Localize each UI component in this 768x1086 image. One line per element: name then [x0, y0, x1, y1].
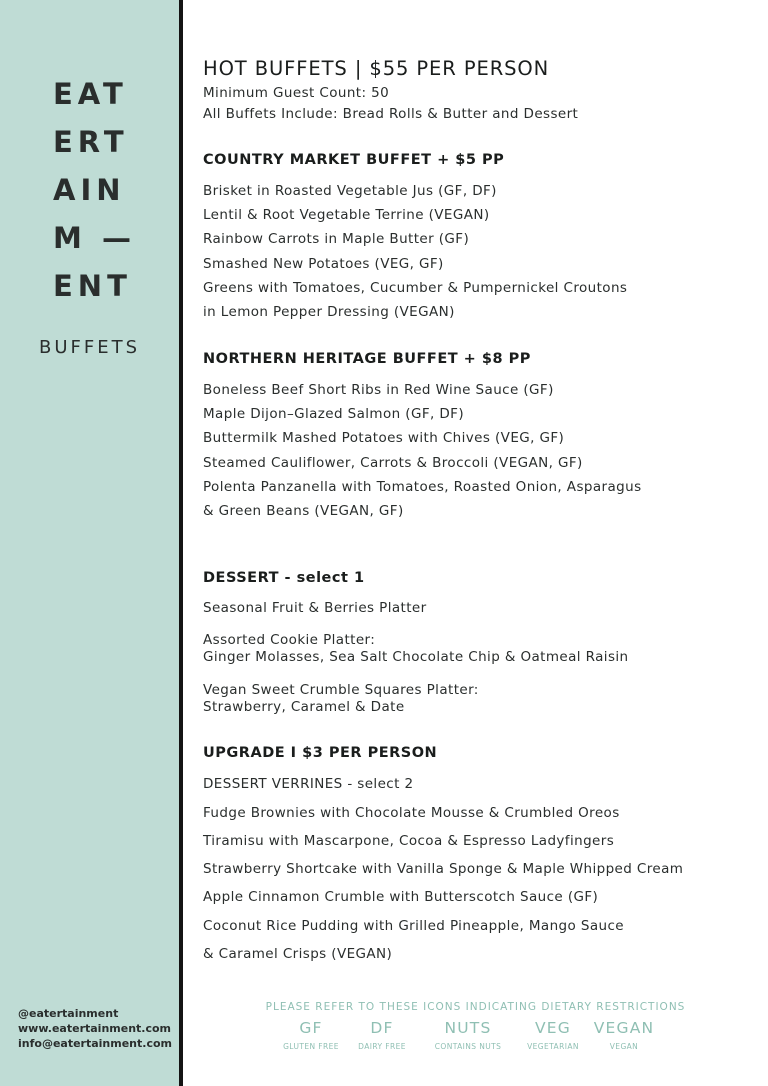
menu-item: in Lemon Pepper Dressing (VEGAN) — [203, 304, 455, 320]
dessert-item: Seasonal Fruit & Berries Platter — [203, 600, 427, 616]
legend-desc: DAIRY FREE — [358, 1042, 406, 1051]
logo-line: M — — [53, 221, 136, 255]
buffet-includes-note: All Buffets Include: Bread Rolls & Butter and Dessert — [203, 106, 579, 122]
verrine-item: Fudge Brownies with Chocolate Mousse & Crumbled Oreos — [203, 805, 620, 821]
email-link[interactable]: info@eatertainment.com — [18, 1037, 172, 1050]
dessert-item-title: Vegan Sweet Crumble Squares Platter: — [203, 682, 479, 698]
menu-item: & Green Beans (VEGAN, GF) — [203, 503, 404, 519]
dessert-item-title: Assorted Cookie Platter: — [203, 632, 376, 648]
dessert-item — [203, 632, 628, 666]
verrine-item: Apple Cinnamon Crumble with Butterscotch Sauce (GF) — [203, 889, 599, 905]
menu-item: Polenta Panzanella with Tomatoes, Roasted Onion, Asparagus — [203, 479, 642, 495]
legend-abbr: DF — [370, 1019, 394, 1037]
legend-item-vegan — [594, 1018, 655, 1051]
legend-item-nuts — [435, 1018, 502, 1051]
legend-desc: GLUTEN FREE — [283, 1042, 339, 1051]
menu-item: Greens with Tomatoes, Cucumber & Pumpernickel Croutons — [203, 280, 628, 296]
legend-desc: VEGETARIAN — [527, 1042, 579, 1051]
vertical-divider — [179, 0, 183, 1086]
legend-abbr: NUTS — [444, 1019, 492, 1037]
website-link[interactable]: www.eatertainment.com — [18, 1022, 172, 1035]
legend-desc: VEGAN — [609, 1042, 639, 1051]
minimum-guest-count: Minimum Guest Count: 50 — [203, 85, 390, 101]
logo-line: ENT — [53, 269, 132, 303]
logo-line: AIN — [53, 173, 126, 207]
dessert-item-detail: Ginger Molasses, Sea Salt Chocolate Chip & Oatmeal Raisin — [203, 649, 629, 665]
logo-line: ERT — [53, 125, 129, 159]
dessert-verrines-subheading: DESSERT VERRINES - select 2 — [203, 776, 414, 792]
page-title: HOT BUFFETS | $55 PER PERSON — [203, 57, 550, 80]
logo-line: EAT — [53, 77, 128, 111]
menu-item: Rainbow Carrots in Maple Butter (GF) — [203, 231, 470, 247]
dessert-item-detail: Strawberry, Caramel & Date — [203, 699, 405, 715]
verrine-item: & Caramel Crisps (VEGAN) — [203, 946, 393, 962]
sidebar-title: BUFFETS — [38, 337, 141, 358]
legend-abbr: GF — [299, 1019, 323, 1037]
sidebar — [0, 0, 179, 1086]
menu-item: Boneless Beef Short Ribs in Red Wine Sauce (GF) — [203, 382, 554, 398]
dessert-item — [203, 682, 479, 716]
menu-item: Brisket in Roasted Vegetable Jus (GF, DF) — [203, 183, 497, 199]
legend-item-df — [358, 1018, 406, 1051]
legend-abbr: VEGAN — [593, 1019, 655, 1037]
menu-item: Maple Dijon–Glazed Salmon (GF, DF) — [203, 406, 464, 422]
legend-item-veg — [527, 1018, 579, 1051]
upgrade-heading: UPGRADE I $3 PER PERSON — [203, 745, 438, 761]
dessert-heading: DESSERT - select 1 — [203, 570, 365, 586]
verrine-item: Tiramisu with Mascarpone, Cocoa & Espresso Ladyfingers — [203, 833, 615, 849]
menu-item: Lentil & Root Vegetable Terrine (VEGAN) — [203, 207, 490, 223]
legend-note: PLEASE REFER TO THESE ICONS INDICATING DIETARY RESTRICTIONS — [265, 1001, 686, 1013]
social-handle: @eatertainment — [18, 1007, 119, 1020]
legend-abbr: VEG — [534, 1019, 571, 1037]
country-market-heading: COUNTRY MARKET BUFFET + $5 PP — [203, 152, 505, 168]
menu-item: Buttermilk Mashed Potatoes with Chives (VEG, GF) — [203, 430, 565, 446]
legend-desc: CONTAINS NUTS — [434, 1042, 502, 1051]
menu-item: Steamed Cauliflower, Carrots & Broccoli (VEGAN, GF) — [203, 455, 583, 471]
verrine-item: Coconut Rice Pudding with Grilled Pineapple, Mango Sauce — [203, 918, 624, 934]
legend-item-gf — [283, 1018, 339, 1051]
verrine-item: Strawberry Shortcake with Vanilla Sponge & Maple Whipped Cream — [203, 861, 684, 877]
menu-item: Smashed New Potatoes (VEG, GF) — [203, 256, 444, 272]
northern-heritage-heading: NORTHERN HERITAGE BUFFET + $8 PP — [203, 351, 531, 367]
contact-info — [18, 1006, 172, 1051]
eatertainment-logo — [53, 70, 163, 310]
